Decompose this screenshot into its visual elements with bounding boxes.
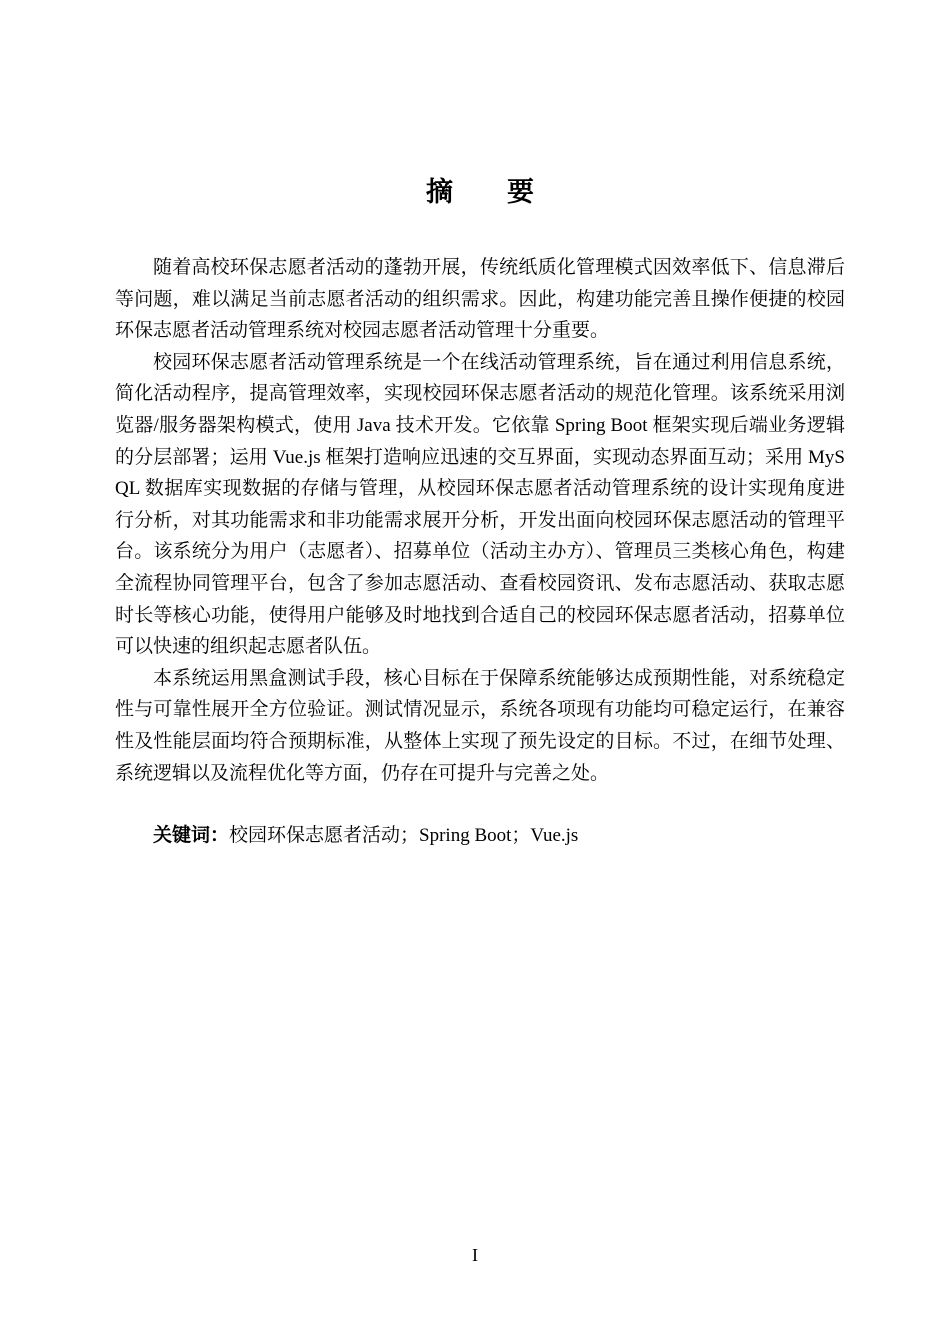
abstract-paragraph-3: 本系统运用黑盒测试手段，核心目标在于保障系统能够达成预期性能，对系统稳定性与可靠性展开全方位验证。测试情况显示，系统各项现有功能均可稳定运行，在兼容性及性能层面均符合预期标准，从整体上实现了预先设定的目标。不过，在细节处理、系统逻辑以及流程优化等方面，仍存在可提升与完善之处。 [115, 667, 845, 784]
abstract-paragraph-2: 校园环保志愿者活动管理系统是一个在线活动管理系统，旨在通过利用信息系统，简化活动程序，提高管理效率，实现校园环保志愿者活动的规范化管理。该系统采用浏览器/服务器架构模式，使用 Java 技术开发。它依靠 Spring Boot 框架实现后端业务逻辑的分层部署；运用 Vue.js 框架打造响应迅速的交互界面，实现动态界面互动；采用 MySQL 数据库实现数据的存储与管理，从校园环保志愿者活动管理系统的设计实现角度进行分析，对其功能需求和非功能需求展开分析，开发出面向校园环保志愿活动的管理平台。该系统分为用户（志愿者）、招募单位（活动主办方）、管理员三类核心角色，构建全流程协同管理平台，包含了参加志愿活动、查看校园资讯、发布志愿活动、获取志愿时长等核心功能，使得用户能够及时地找到合适自己的校园环保志愿者活动，招募单位可以快速的组织起志愿者队伍。 [115, 351, 845, 658]
abstract-title: 摘 要 [426, 177, 534, 208]
keywords-label: 关键词： [153, 824, 230, 847]
abstract-paragraph-1: 随着高校环保志愿者活动的蓬勃开展，传统纸质化管理模式因效率低下、信息滞后等问题，难以满足当前志愿者活动的组织需求。因此，构建功能完善且操作便捷的校园环保志愿者活动管理系统对校园志愿者活动管理十分重要。 [115, 257, 845, 342]
page-number: I [472, 1245, 478, 1265]
keywords-value: 校园环保志愿者活动；Spring Boot；Vue.js [229, 825, 579, 847]
keywords-line [115, 820, 845, 852]
